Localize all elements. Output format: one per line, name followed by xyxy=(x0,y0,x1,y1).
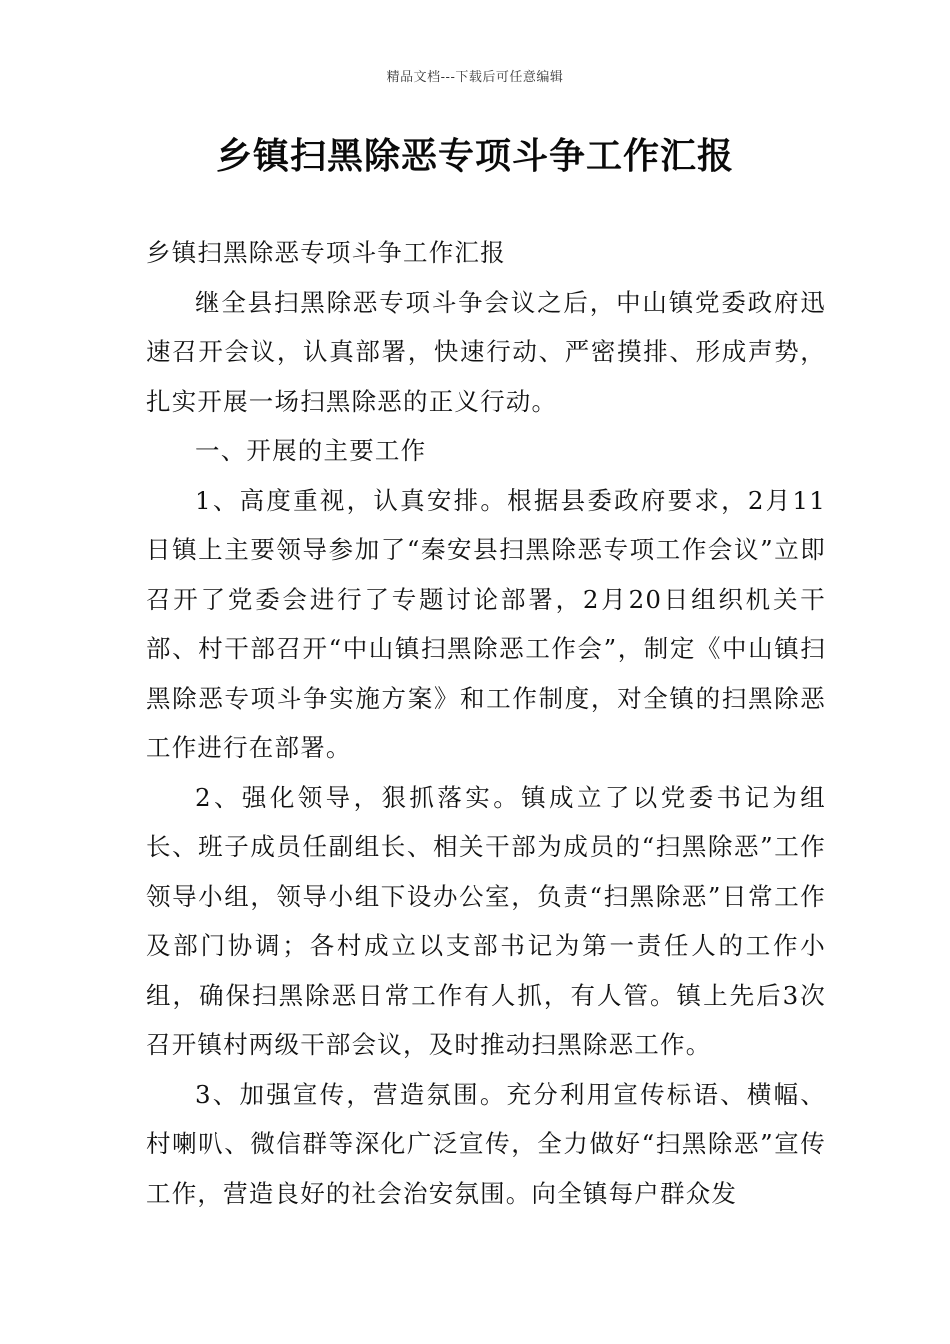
paragraph-item-2: 2、强化领导，狠抓落实。镇成立了以党委书记为组长、班子成员任副组长、相关干部为成员的“扫黑除恶”工作领导小组，领导小组下设办公室，负责“扫黑除恶”日常工作及部门协调；各村成立以支部书记为第一责任人的工作小组，确保扫黑除恶日常工作有人抓，有人管。镇上先后3次召开镇村两级干部会议，及时推动扫黑除恶工作。 xyxy=(146,782,826,1059)
header-note: 精品文档---下载后可任意编辑 xyxy=(386,70,564,85)
paragraph-item-3: 3、加强宣传，营造氛围。充分利用宣传标语、横幅、村喇叭、微信群等深化广泛宣传，全力做好“扫黑除恶”宣传工作，营造良好的社会治安氛围。向全镇每户群众发 xyxy=(146,1079,826,1208)
paragraph-item-1: 1、高度重视，认真安排。根据县委政府要求，2月11日镇上主要领导参加了“秦安县扫黑除恶专项工作会议”立即召开了党委会进行了专题讨论部署，2月20日组织机关干部、村干部召开“中山镇扫黑除恶工作会”，制定《中山镇扫黑除恶专项斗争实施方案》和工作制度，对全镇的扫黑除恶工作进行在部署。 xyxy=(146,485,826,762)
paragraph-intro: 继全县扫黑除恶专项斗争会议之后，中山镇党委政府迅速召开会议，认真部署，快速行动、严密摸排、形成声势，扎实开展一场扫黑除恶的正义行动。 xyxy=(146,287,826,416)
document-body xyxy=(146,228,826,1218)
section-heading: 一、开展的主要工作 xyxy=(195,436,427,465)
document-title: 乡镇扫黑除恶专项斗争工作汇报 xyxy=(215,136,734,177)
paragraph-subtitle: 乡镇扫黑除恶专项斗争工作汇报 xyxy=(146,238,506,267)
